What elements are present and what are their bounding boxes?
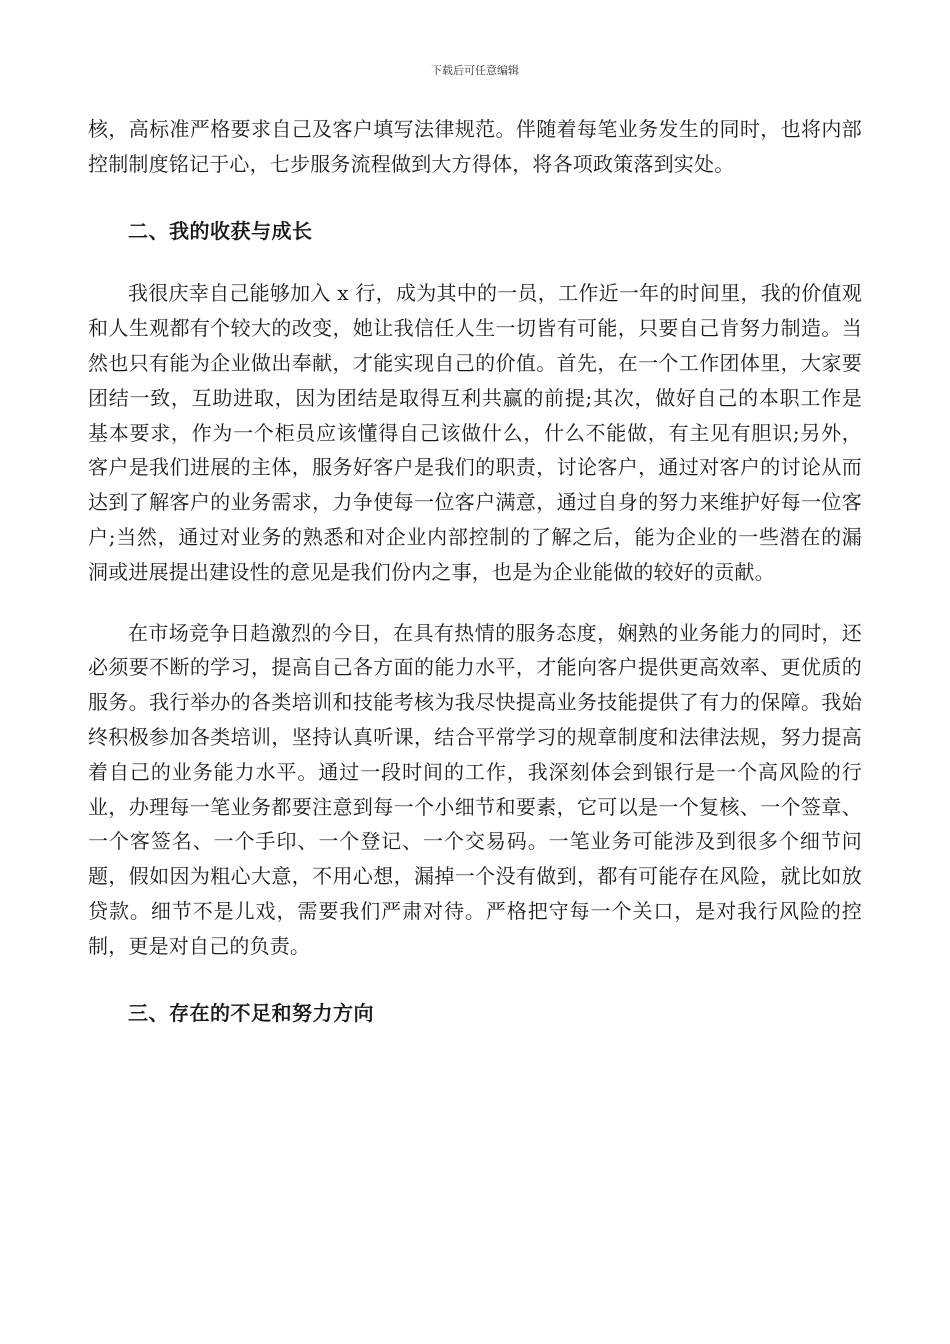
document-body: [88, 112, 862, 1030]
section-heading-2: 二、我的收获与成长: [128, 218, 313, 243]
paragraph-continuation: 核，高标准严格要求自己及客户填写法律规范。伴随着每笔业务发生的同时，也将内部控制制度铭记于心，七步服务流程做到大方得体，将各项政策落到实处。: [88, 117, 862, 176]
spacer: [88, 590, 862, 616]
page-header: 下载后可任意编辑: [431, 64, 519, 77]
spacer: [88, 182, 862, 214]
paragraph-gains: 我很庆幸自己能够加入 x 行，成为其中的一员，工作近一年的时间里，我的价值观和人生观都有个较大的改变，她让我信任人生一切皆有可能，只要自己肯努力制造。当然也只有能为企业做出奉献，才能实现自己的价值。首先，在一个工作团体里，大家要团结一致，互助进取，因为团结是取得互利共赢的前提;其次，做好自己的本职工作是基本要求，作为一个柜员应该懂得自己该做什么，什么不能做，有主见有胆识;另外，客户是我们进展的主体，服务好客户是我们的职责，讨论客户，通过对客户的讨论从而达到了解客户的业务需求，力争使每一位客户满意，通过自身的努力来维护好每一位客户;当然，通过对业务的熟悉和对企业内部控制的了解之后，能为企业的一些潜在的漏洞或进展提出建设性的意见是我们份内之事，也是为企业能做的较好的贡献。: [88, 281, 862, 584]
spacer: [88, 964, 862, 996]
spacer: [88, 248, 862, 276]
paragraph-learning: 在市场竞争日趋激烈的今日，在具有热情的服务态度，娴熟的业务能力的同时，还必须要不断的学习，提高自己各方面的能力水平，才能向客户提供更高效率、更优质的服务。我行举办的各类培训和技能考核为我尽快提高业务技能提供了有力的保障。我始终积极参加各类培训，坚持认真听课，结合平常学习的规章制度和法律法规，努力提高着自己的业务能力水平。通过一段时间的工作，我深刻体会到银行是一个高风险的行业，办理每一笔业务都要注意到每一个小细节和要素，它可以是一个复核、一个签章、一个客签名、一个手印、一个登记、一个交易码。一笔业务可能涉及到很多个细节问题，假如因为粗心大意，不用心想，漏掉一个没有做到，都有可能存在风险，就比如放贷款。细节不是儿戏，需要我们严肃对待。严格把守每一个关口，是对我行风险的控制，更是对自己的负责。: [88, 620, 862, 958]
section-heading-3: 三、存在的不足和努力方向: [128, 1000, 374, 1025]
